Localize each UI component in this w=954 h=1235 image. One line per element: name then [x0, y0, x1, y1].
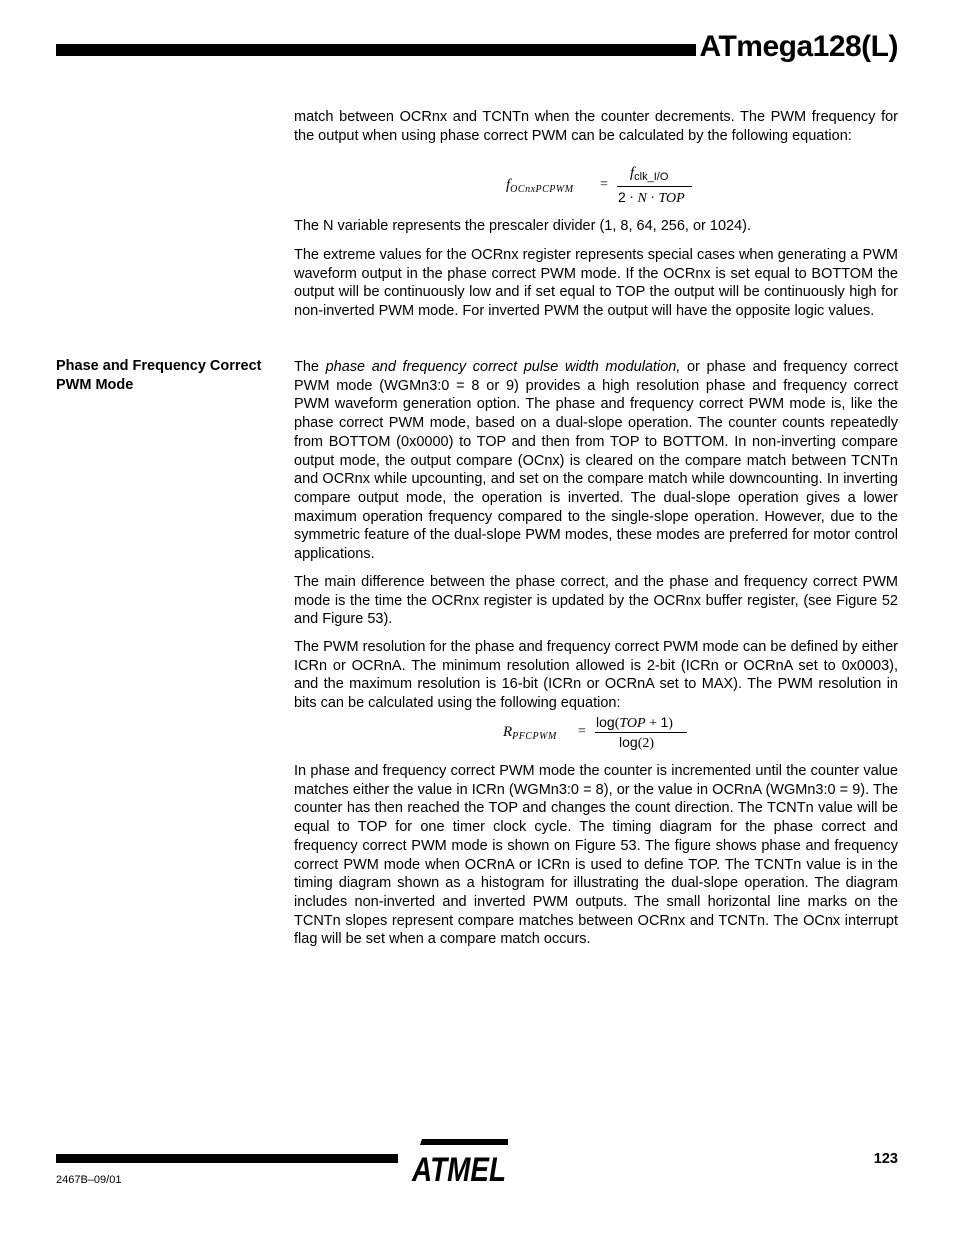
- paragraph-pfc-pwm-description: The phase and frequency correct pulse width modulation, or phase and frequency correct PWM mode (WGMn3:0 = 8 or 9) provides a high resolution phase and frequency correct PWM waveform generation option. The phase and frequency correct PWM mode is, like the phase correct PWM mode, based on a dual-slope operation. The counter counts repeatedly from BOTTOM (0x0000) to TOP and then from TOP to BOTTOM. In non-inverting compare output mode, the output compare (OCnx) is cleared on the compare match between TCNTn and OCRnx while upcounting, and set on the compare match while downcounting. In inverting compare output mode, the operation is inverted. The dual-slope operation gives a lower maximum operation frequency compared to the single-slope operation. However, due to the symmetric feature of the dual-slope PWM modes, these modes are preferred for motor control applications.: [294, 359, 898, 563]
- paragraph-main-difference: The main difference between the phase correct, and the phase and frequency correct PWM mode is the time the OCRnx register is updated by the OCRnx buffer register, (see Figure 52 and Figure 53).: [294, 574, 898, 628]
- page-number: 123: [873, 1151, 898, 1167]
- footer-rule: [56, 1154, 398, 1163]
- page-title: ATmega128(L): [699, 30, 898, 63]
- svg-text:ATMEL: ATMEL: [411, 1151, 506, 1189]
- paragraph-pwm-frequency-intro: match between OCRnx and TCNTn when the counter decrements. The PWM frequency for the output when using phase correct PWM can be calculated by the following equation:: [294, 109, 898, 144]
- paragraph-extreme-values: The extreme values for the OCRnx register represents special cases when generating a PWM waveform output in the phase correct PWM mode. If the OCRnx is set equal to BOTTOM the output will be continuously low and if set equal to TOP the output will be continuously high for non-inverted PWM mode. For inverted PWM the output will have the opposite logic values.: [294, 247, 898, 320]
- paragraph-prescaler: The N variable represents the prescaler divider (1, 8, 64, 256, or 1024).: [294, 218, 751, 234]
- header-rule: [56, 44, 696, 56]
- atmel-logo: [410, 1137, 510, 1190]
- document-code: 2467B–09/01: [56, 1174, 122, 1186]
- paragraph-counter-operation: In phase and frequency correct PWM mode the counter is incremented until the counter value matches either the value in ICRn (WGMn3:0 = 8), or the value in OCRnA (WGMn3:0 = 9). The counter has then reached the TOP and changes the count direction. The TCNTn value will be equal to TOP for one timer clock cycle. The timing diagram for the phase correct and frequency correct PWM mode is shown on Figure 53. The figure shows phase and frequency correct PWM mode when OCRnA or ICRn is used to define TOP. The TCNTn value is in the timing diagram shown as a histogram for illustrating the dual-slope operation. The diagram includes non-inverted and inverted PWM outputs. The small horizontal line marks on the TCNTn slopes represent compare matches between OCRnx and TCNTn. The OCnx interrupt flag will be set when a compare match occurs.: [294, 763, 898, 948]
- section-heading: Phase and Frequency Correct PWM Mode: [56, 358, 262, 393]
- paragraph-pwm-resolution: The PWM resolution for the phase and frequency correct PWM mode can be defined by either ICRn or OCRnA. The minimum resolution allowed is 2-bit (ICRn or OCRnA set to 0x0003), and the maximum resolution is 16-bit (ICRn or OCRnA set to MAX). The PWM resolution in bits can be calculated using the following equation:: [294, 639, 898, 712]
